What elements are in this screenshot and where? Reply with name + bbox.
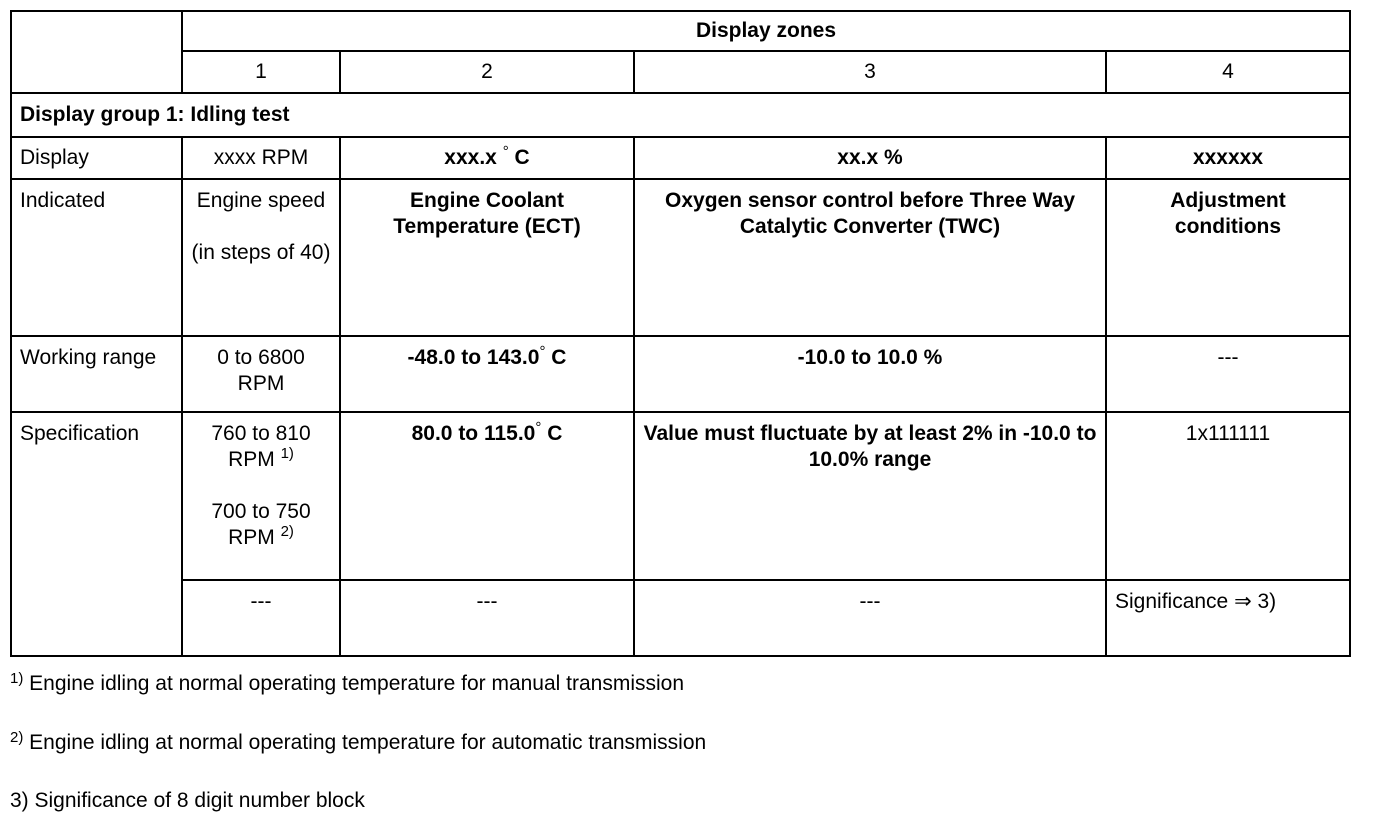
display-group-title: Display group 1: Idling test [11,93,1350,137]
indicated-zone-4: Adjustment conditions [1106,179,1350,336]
footnote-2-mark: 2) [10,729,24,746]
indicated-zone-1-note: (in steps of 40) [191,241,331,264]
spec-zone-1 [182,412,340,580]
zone-number-4: 4 [1106,51,1350,93]
last-zone-3: --- [634,580,1106,656]
display-zones-title: Display zones [182,11,1350,51]
row-label-indicated: Indicated [11,179,182,336]
working-zone-4: --- [1106,336,1350,412]
display-zone-3: xx.x % [634,137,1106,179]
zone-number-3: 3 [634,51,1106,93]
last-zone-1: --- [182,580,340,656]
footnote-3: 3) Significance of 8 digit number block [10,789,365,812]
footnote-ref-2: 2) [280,523,294,540]
row-label-specification: Specification [11,412,182,656]
spec-zone-1-automatic: 700 to 750 RPM [211,500,311,549]
display-zone-2 [340,137,634,179]
display-group-table [10,10,1351,657]
degree-symbol: ° [539,343,546,360]
header-empty-cell [11,11,182,93]
spec-zone-2-unit: C [547,422,563,445]
indicated-zone-1-primary: Engine speed [196,189,326,212]
spec-zone-3: Value must fluctuate by at least 2% in -10.0 to 10.0% range [634,412,1106,580]
working-zone-2-value: -48.0 to 143.0 [407,346,540,369]
last-zone-4: Significance ⇒ 3) [1106,580,1350,656]
footnote-2 [10,731,706,755]
footnote-ref-1: 1) [280,445,294,462]
zone-number-2: 2 [340,51,634,93]
row-label-working-range: Working range [11,336,182,412]
working-zone-1: 0 to 6800 RPM [182,336,340,412]
display-zone-4: xxxxxx [1106,137,1350,179]
row-label-display: Display [11,137,182,179]
working-zone-2 [340,336,634,412]
display-zone-1: xxxx RPM [182,137,340,179]
indicated-zone-1 [182,179,340,336]
working-zone-3: -10.0 to 10.0 % [634,336,1106,412]
footnote-1-mark: 1) [10,670,24,687]
footnote-2-text: Engine idling at normal operating temperature for automatic transmission [23,731,707,754]
working-zone-2-unit: C [551,346,567,369]
spec-zone-4: 1x111111 [1106,412,1350,580]
degree-symbol: ° [535,419,542,436]
degree-symbol: ° [502,143,509,160]
indicated-zone-3: Oxygen sensor control before Three Way Catalytic Converter (TWC) [634,179,1106,336]
display-zone-2-unit: C [514,146,530,169]
spec-zone-1-manual: 760 to 810 RPM [211,422,311,471]
footnote-1-text: Engine idling at normal operating temperature for manual transmission [23,672,685,695]
spec-zone-2 [340,412,634,580]
indicated-zone-2: Engine Coolant Temperature (ECT) [340,179,634,336]
footnote-1 [10,672,684,696]
zone-number-1: 1 [182,51,340,93]
spec-zone-2-value: 80.0 to 115.0 [411,422,536,445]
display-zone-2-value: xxx.x [444,146,503,169]
last-zone-2: --- [340,580,634,656]
